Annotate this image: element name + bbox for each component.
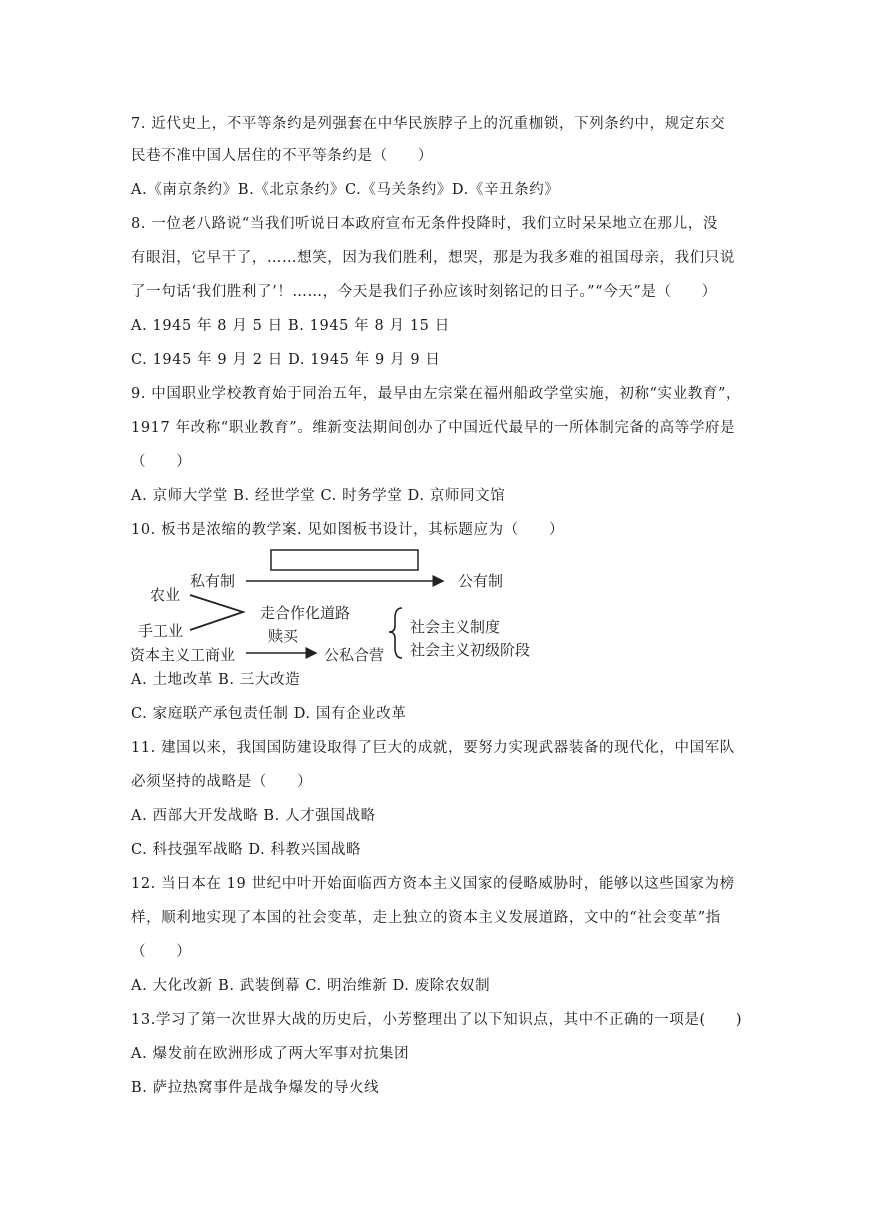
- label-capitalist-industry: 资本主义工商业: [130, 646, 236, 664]
- q10-stem: 10. 板书是浓缩的教学案. 见如图板书设计，其标题应为（ ）: [131, 522, 565, 538]
- label-socialist-system: 社会主义制度: [410, 618, 501, 636]
- q11-stem-line2: 必须坚持的战略是（ ）: [131, 774, 313, 790]
- converge-bracket: [190, 595, 243, 630]
- q13-stem: 13.学习了第一次世界大战的历史后，小芳整理出了以下知识点，其中不正确的一项是( ): [131, 1012, 743, 1028]
- q7-options: A.《南京条约》B.《北京条约》C.《马关条约》D.《辛丑条约》: [131, 182, 560, 198]
- label-buyout: 赎买: [268, 627, 299, 645]
- q8-options-1: A. 1945 年 8 月 5 日 B. 1945 年 8 月 15 日: [131, 318, 450, 334]
- q8-options-2: C. 1945 年 9 月 2 日 D. 1945 年 9 月 9 日: [131, 352, 441, 368]
- label-agriculture: 农业: [150, 586, 181, 604]
- q12-stem-line3: （ ）: [131, 944, 192, 960]
- q7-stem-line1: 7. 近代史上，不平等条约是列强套在中华民族脖子上的沉重枷锁，下列条约中，规定东交: [131, 116, 726, 132]
- q9-options: A. 京师大学堂 B. 经世学堂 C. 时务学堂 D. 京师同文馆: [131, 488, 506, 504]
- q8-stem-line1: 8. 一位老八路说“当我们听说日本政府宣布无条件投降时，我们立时呆呆地立在那儿，没: [131, 216, 718, 232]
- q12-options: A. 大化改新 B. 武装倒幕 C. 明治维新 D. 废除农奴制: [131, 978, 491, 994]
- q8-stem-line2: 有眼泪，它早干了，……想笑，因为我们胜利，想哭，那是为我多难的祖国母亲，我们只说: [131, 250, 735, 266]
- q13-option-b: B. 萨拉热窝事件是战争爆发的导火线: [131, 1080, 380, 1096]
- blank-title-box: [271, 550, 418, 570]
- label-joint-ownership: 公私合营: [324, 646, 385, 664]
- q9-stem-line3: （ ）: [131, 454, 192, 470]
- diagram-svg: [128, 548, 548, 668]
- q10-options-2: C. 家庭联产承包责任制 D. 国有企业改革: [131, 706, 407, 722]
- q13-option-a: A. 爆发前在欧洲形成了两大军事对抗集团: [131, 1046, 410, 1062]
- label-handicraft: 手工业: [138, 622, 184, 640]
- label-public-ownership: 公有制: [458, 572, 504, 590]
- label-private-ownership: 私有制: [190, 572, 236, 590]
- q10-options-1: A. 土地改革 B. 三大改造: [131, 672, 301, 688]
- label-primary-stage: 社会主义初级阶段: [410, 641, 531, 659]
- q8-stem-line3: 了一句话‘我们胜利了’！……，今天是我们子孙应该时刻铭记的日子。”“今天”是（ ）: [131, 284, 717, 300]
- q9-stem-line2: 1917 年改称“职业教育”。维新变法期间创办了中国近代最早的一所体制完备的高等学府是: [131, 420, 736, 436]
- q12-stem-line1: 12. 当日本在 19 世纪中叶开始面临西方资本主义国家的侵略威胁时，能够以这些国家为榜: [131, 876, 735, 892]
- q7-stem-line2: 民巷不准中国人居住的不平等条约是（ ）: [131, 148, 433, 164]
- q12-stem-line2: 样，顺利地实现了本国的社会变革，走上独立的资本主义发展道路，文中的“社会变革”指: [131, 910, 721, 926]
- curly-brace: [389, 608, 402, 658]
- q11-options-2: C. 科技强军战略 D. 科教兴国战略: [131, 842, 362, 858]
- q11-stem-line1: 11. 建国以来，我国国防建设取得了巨大的成就，要努力实现武器装备的现代化，中国军队: [131, 740, 735, 756]
- blackboard-diagram: [128, 548, 548, 668]
- q11-options-1: A. 西部大开发战略 B. 人才强国战略: [131, 808, 376, 824]
- q9-stem-line1: 9. 中国职业学校教育始于同治五年，最早由左宗棠在福州船政学堂实施，初称“实业教育”，: [131, 386, 742, 402]
- label-cooperative-road: 走合作化道路: [260, 604, 351, 622]
